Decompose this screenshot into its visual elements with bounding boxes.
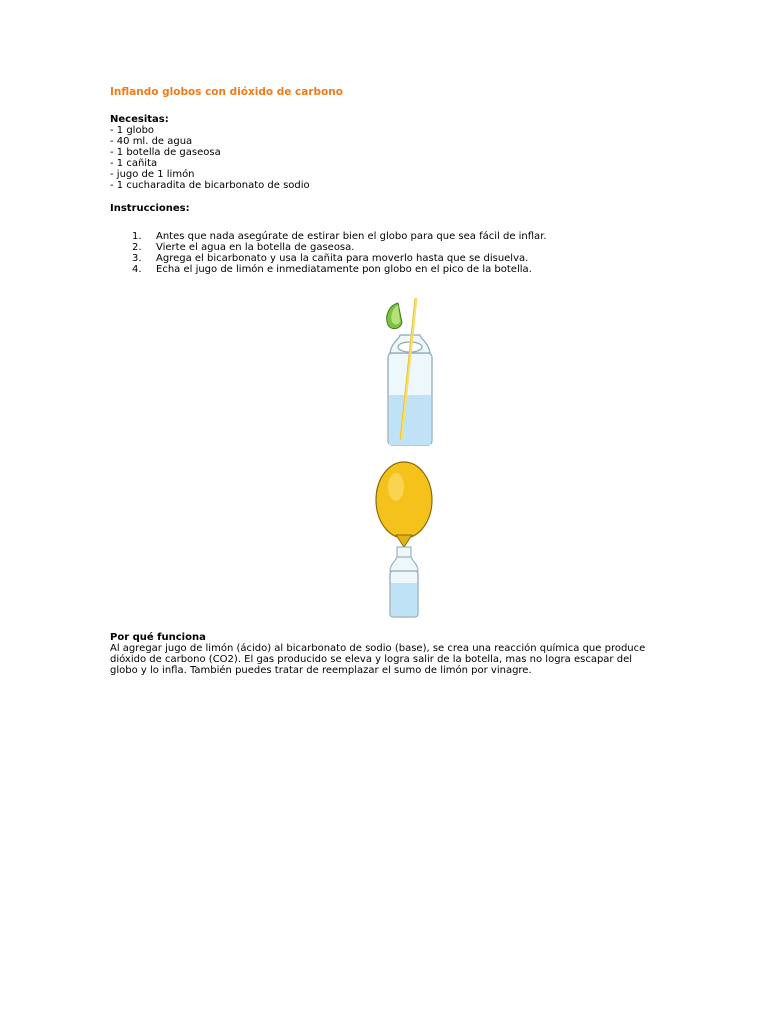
list-item [130, 264, 547, 275]
step-text: Echa el jugo de limón e inmediatamente pon globo en el pico de la botella. [156, 264, 532, 275]
materials-list [110, 125, 310, 191]
step-number: 2. [132, 242, 142, 253]
list-item [130, 231, 547, 242]
explanation-heading: Por qué funciona [110, 632, 206, 643]
step-text: Agrega el bicarbonato y usa la cañita para moverlo hasta que se disuelva. [156, 253, 529, 264]
list-item [130, 242, 547, 253]
list-item: - 1 botella de gaseosa [110, 147, 221, 158]
instructions-list [130, 231, 547, 275]
list-item: - 1 cañita [110, 158, 158, 169]
materials-section [110, 114, 310, 191]
lime-slice-icon [387, 303, 402, 329]
instructions-heading: Instrucciones: [110, 203, 190, 214]
explanation-text: Al agregar jugo de limón (ácido) al bicarbonato de sodio (base), se crea una reacción química que produce dióxido de carbono (CO2). El gas producido se eleva y logra salir de la botella, mas no logra escapar del globo y lo infla. También puedes tratar de reemplazar el sumo de limón por vinagre. [110, 643, 646, 676]
list-item [130, 253, 547, 264]
bottle-with-balloon-illustration [376, 462, 432, 617]
list-item: - 40 ml. de agua [110, 136, 193, 147]
page-title: Inflando globos con dióxido de carbono [110, 86, 343, 98]
step-number: 4. [132, 264, 142, 275]
materials-heading: Necesitas: [110, 114, 169, 125]
list-item: - 1 globo [110, 125, 155, 136]
explanation-section [110, 632, 660, 676]
step-number: 3. [132, 253, 142, 264]
list-item: - 1 cucharadita de bicarbonato de sodio [110, 180, 310, 191]
experiment-illustration [360, 295, 450, 620]
step-text: Antes que nada asegúrate de estirar bien el globo para que sea fácil de inflar. [156, 231, 547, 242]
step-number: 1. [132, 231, 142, 242]
step-text: Vierte el agua en la botella de gaseosa. [156, 242, 355, 253]
list-item: - jugo de 1 limón [110, 169, 195, 180]
